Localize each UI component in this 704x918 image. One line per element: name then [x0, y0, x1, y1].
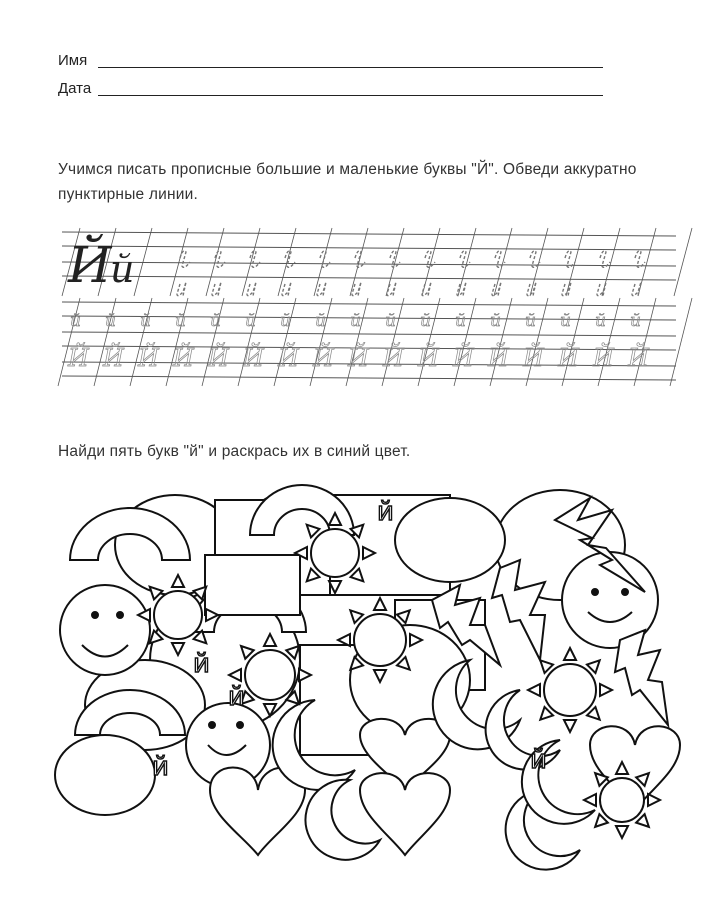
trace-letter-upper: Й — [138, 344, 159, 372]
trace-letter-lower: й — [630, 311, 641, 331]
trace-letter-lower: й — [280, 311, 291, 331]
trace-letter-lower: й — [140, 311, 151, 331]
trace-letter-upper: Й — [243, 344, 264, 372]
trace-letter-upper: Й — [208, 344, 229, 372]
hidden-letter[interactable]: й — [193, 649, 210, 679]
trace-letter-upper: Й — [68, 344, 89, 372]
trace-letter-lower: й — [385, 311, 396, 331]
oval-shape — [395, 498, 505, 582]
sun-shape — [338, 598, 422, 682]
trace-letter-upper: Й — [418, 344, 439, 372]
task1-instruction: Учимся писать прописные большие и маленькие буквы "Й". Обведи аккуратно пунктирные линии. — [58, 161, 637, 203]
trace-letter-upper: Й — [348, 344, 369, 372]
trace-letter-lower: й — [595, 311, 606, 331]
sample-upper-letter: Й — [68, 236, 112, 294]
trace-letter-lower: й — [245, 311, 256, 331]
trace-letter-lower: й — [560, 311, 571, 331]
trace-letter-upper: Й — [103, 344, 124, 372]
hidden-letter[interactable]: й — [228, 682, 245, 712]
trace-letter-upper: Й — [453, 344, 474, 372]
date-label: Дата — [58, 80, 92, 97]
trace-letter-lower: й — [105, 311, 116, 331]
trace-letter-lower: й — [525, 311, 536, 331]
hidden-letter[interactable]: й — [152, 752, 169, 782]
trace-letter-lower: й — [315, 311, 326, 331]
sun-shape — [138, 575, 218, 655]
trace-letter-lower: й — [455, 311, 466, 331]
trace-letter-upper: Й — [173, 344, 194, 372]
sun-shape — [295, 513, 375, 593]
trace-letter-lower: й — [175, 311, 186, 331]
oval-shape — [55, 735, 155, 815]
trace-letter-lower: й — [70, 311, 81, 331]
smiley-face — [60, 585, 150, 675]
trace-letter-upper: Й — [593, 344, 614, 372]
sample-lower-letter: й — [110, 247, 135, 291]
trace-letter-upper: Й — [628, 344, 649, 372]
lightning-bolt — [615, 630, 668, 725]
trace-letter-lower: й — [350, 311, 361, 331]
sun-shape — [584, 762, 660, 838]
name-label: Имя — [58, 52, 88, 69]
trace-letter-upper: Й — [278, 344, 299, 372]
hidden-letter[interactable]: й — [377, 497, 394, 527]
trace-letter-upper: Й — [523, 344, 544, 372]
sun-shape — [528, 648, 612, 732]
trace-letter-lower: й — [490, 311, 501, 331]
trace-letter-lower: й — [210, 311, 221, 331]
trace-letter-lower: й — [420, 311, 431, 331]
hidden-letter[interactable]: й — [530, 745, 547, 775]
trace-letter-upper: Й — [383, 344, 404, 372]
task2-instruction: Найди пять букв "й" и раскрась их в синий цвет. — [58, 443, 411, 460]
trace-letter-upper: Й — [313, 344, 334, 372]
trace-letter-upper: Й — [558, 344, 579, 372]
trace-letter-upper: Й — [488, 344, 509, 372]
square-shape — [205, 555, 300, 615]
